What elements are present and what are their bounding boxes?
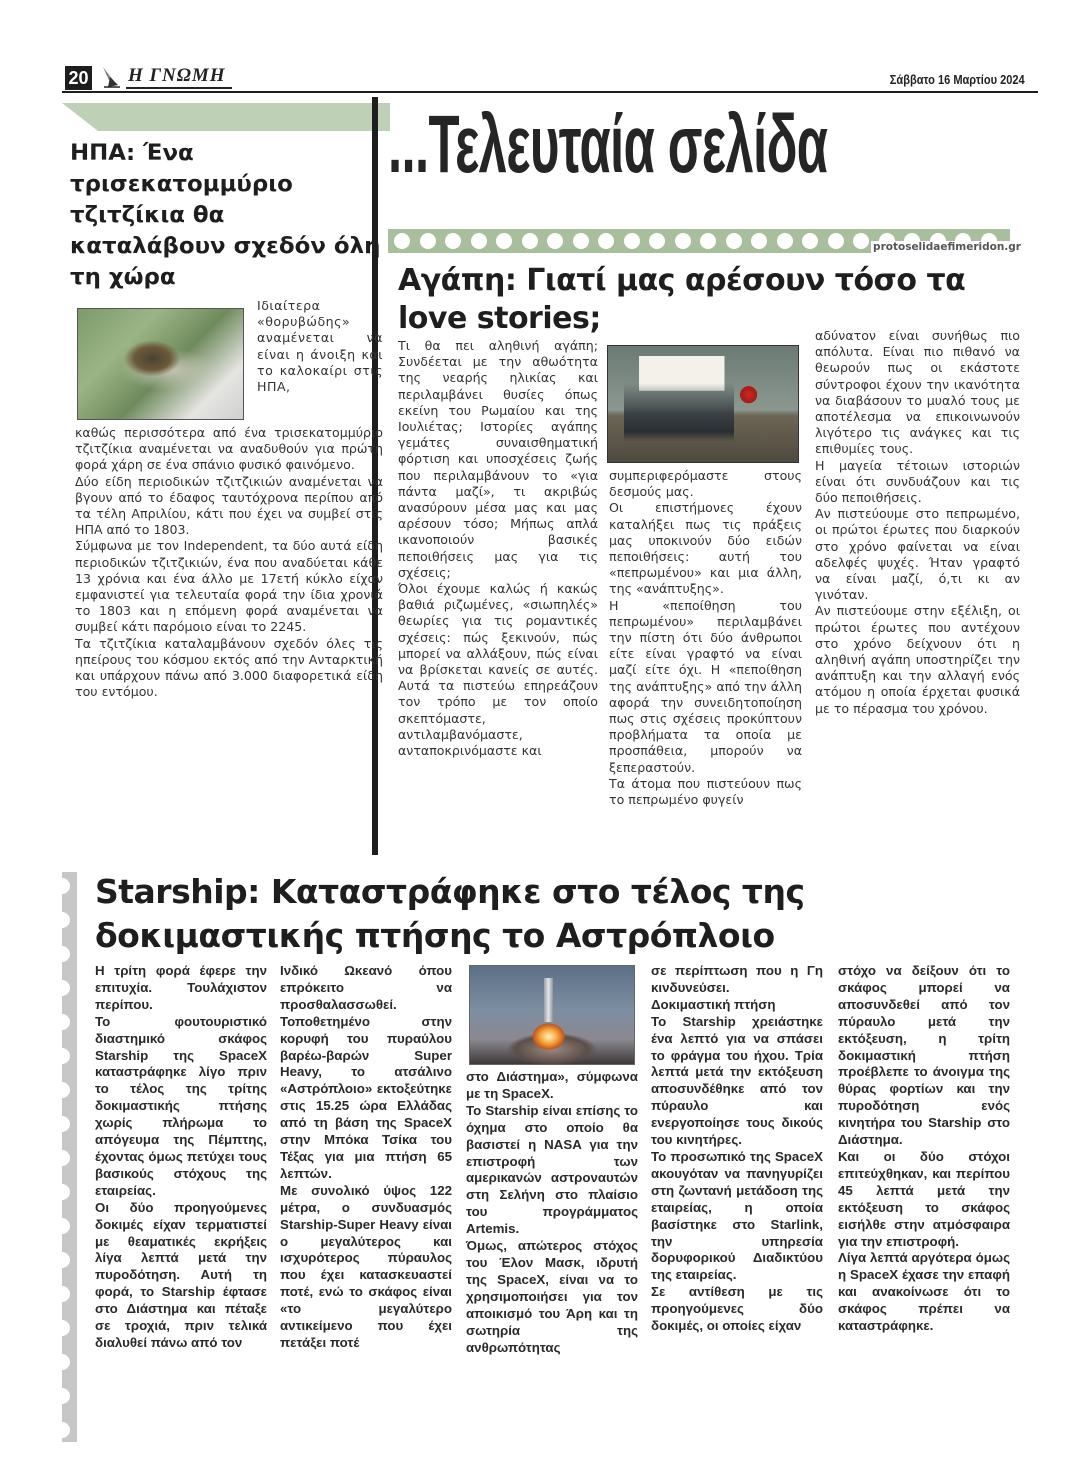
decorative-dot xyxy=(54,1184,70,1200)
decorative-dot xyxy=(54,1320,70,1336)
paragraph: Με συνολικό ύψος 122 μέτρα, ο συνδυασμός Starship-Super Heavy είναι ο μεγαλύτερος και ισχυρότερος πύραυλος που έχει κατασκευαστεί ποτέ, ενώ το σκάφος είναι «το μεγαλύτερο αντικείμενο που έχει πετάξει ποτέ xyxy=(280,1182,452,1350)
decorative-dot xyxy=(54,980,70,996)
paragraph: Η μαγεία τέτοιων ιστοριών είναι ότι συνδυάζουν και τις δύο πεποιθήσεις. xyxy=(815,457,1020,506)
decorative-dot xyxy=(394,233,410,249)
paragraph: Και οι δύο στόχοι επιτεύχθηκαν, και περίπου 45 λεπτά μετά την εκτόξευση το σκάφος εισήλθε στην ατμόσφαιρα για την επιστροφή. xyxy=(838,1148,1010,1249)
decorative-dot xyxy=(853,233,869,249)
love-headline: Αγάπη: Γιατί μας αρέσουν τόσο τα love stories; xyxy=(398,263,966,336)
paragraph: Τα άτομα που πιστεύουν πως το πεπρωμένο φυγείν xyxy=(609,775,802,808)
paragraph: Τοποθετημένο στην κορυφή του πυραύλου βαρέω-βαρών Super Heavy, το ατσάλινο «Αστρόπλοιο» εκτοξεύτηκε στις 15.25 ώρα Ελλάδας από τη βάση της SpaceX στην Μπόκα Τσίκα του Τέξας για μια πτήση 65 λεπτών. xyxy=(280,1013,452,1181)
starship-headline: Starship: Καταστράφηκε στο τέλος της δοκιμαστικής πτήσης το Αστρόπλοιο xyxy=(95,872,805,955)
issue-date: Σάββατο 16 Μαρτίου 2024 xyxy=(890,72,1025,87)
decorative-dot xyxy=(54,1116,70,1132)
decorative-dot xyxy=(54,1388,70,1404)
cicada-body xyxy=(75,425,383,700)
starship-column-2 xyxy=(280,963,452,1352)
decorative-dot xyxy=(522,233,538,249)
starship-side-band xyxy=(62,872,77,1442)
decorative-dot xyxy=(54,1048,70,1064)
decorative-dot xyxy=(573,233,589,249)
decorative-dot xyxy=(700,233,716,249)
paragraph: συμπεριφερόμαστε στους δεσμούς μας. xyxy=(609,468,802,500)
starship-column-4 xyxy=(651,963,823,1335)
subheading: Δοκιμαστική πτήση xyxy=(651,996,776,1012)
left-green-band xyxy=(62,103,390,131)
cicada-photo xyxy=(77,308,244,420)
decorative-dot xyxy=(54,1082,70,1098)
decorative-dot xyxy=(777,233,793,249)
decorative-dot xyxy=(54,878,70,894)
decorative-dot xyxy=(54,912,70,928)
decorative-dot xyxy=(598,233,614,249)
page-number: 20 xyxy=(65,66,92,90)
decorative-dot xyxy=(828,233,844,249)
decorative-dot xyxy=(445,233,461,249)
section-title: ...Τελευταία σελίδα xyxy=(388,99,828,190)
paragraph: Το Starship χρειάστηκε ένα λεπτό για να σπάσει το φράγμα του ήχου. Τρία λεπτά μετά την εκτόξευση αποσυνδέθηκε από τον πύραυλο και ενεργοποίησε τους δικούς του κινητήρες. xyxy=(651,1013,823,1148)
decorative-dot xyxy=(624,233,640,249)
paragraph: Οι δύο προηγούμενες δοκιμές είχαν τερματιστεί με θεαματικές εκρήξεις λίγα λεπτά μετά την πυροδότηση. Αυτή τη φορά, το Starship έφτασε στο Διάστημα και πέταξε σε τροχιά, πριν τελικά διαλυθεί πάνω από τον xyxy=(95,1199,267,1350)
paragraph: Σύμφωνα με τον Independent, τα δύο αυτά είδη περιοδικών τζιτζικιών, ένα που αναδύεται κάθε 13 χρόνια και ένα άλλο με 17ετή κύκλο είχαν εμφανιστεί για τελευταία φορά την ίδια χρονιά το 1803 και η επόμενη φορά αναμένεται να συμβεί κάτι παρόμοιο είναι το 2245. xyxy=(75,538,383,635)
decorative-dot xyxy=(54,1354,70,1370)
decorative-dot xyxy=(726,233,742,249)
paragraph: Οι επιστήμονες έχουν καταλήξει πως τις πράξεις μας υποκινούν δύο ειδών πεποιθήσεις: αυτή του «πεπρωμένου» και μια άλλη, της «ανάπτυξης». xyxy=(609,500,802,597)
paragraph: Ινδικό Ωκεανό όπου επρόκειτο να προσθαλασσωθεί. xyxy=(280,963,452,1012)
decorative-dot xyxy=(496,233,512,249)
love-column-3 xyxy=(815,328,1020,717)
paragraph: Τα τζιτζίκια καταλαμβάνουν σχεδόν όλες τις ηπείρους του κόσμου εκτός από την Ανταρκτική και υπάρχουν πάνω από 3.000 διαφορετικά είδη του εντόμου. xyxy=(75,635,383,700)
paragraph: σε περίπτωση που η Γη κινδυνεύσει. xyxy=(651,963,823,995)
paragraph: στόχο να δείξουν ότι το σκάφος μπορεί να αποσυνδεθεί από τον πύραυλο μετά την εκτόξευση, η τρίτη δοκιμαστική πτήση προέβλεπε το άνοιγμα της θύρας φορτίων και την πυροδότηση ενός κινητήρα του Starship στο Διάστημα. xyxy=(838,963,1010,1148)
paragraph: Όμως, απώτερος στόχος του Έλον Μασκ, ιδρυτή της SpaceX, είναι να το χρησιμοποιήσει για τον αποικισμό του Άρη και τη σωτηρία της ανθρωπότητας xyxy=(466,1238,638,1355)
paragraph: Τι θα πει αληθινή αγάπη; Συνδέεται με την αθωότητα της νεαρής ηλικίας και περιλαμβάνει θυσίες όπως εκείνη του Ρωμαίου και της Ιουλιέτας; Ιστορίες αγάπης γεμάτες συναισθηματική φόρτιση και υποσχέσεις ζωής που περιλαμβάνουν το «για πάντα μαζί», τι ακριβώς ανασύρουν μέσα μας και μας αρέσουν τόσο; Μήπως απλά ικανοποιούν βασικές πεποιθήσεις μας για τις σχέσεις; xyxy=(398,338,598,580)
decorative-dot xyxy=(54,1218,70,1234)
typewriter-photo xyxy=(607,345,799,463)
decorative-dot xyxy=(649,233,665,249)
decorative-dot xyxy=(802,233,818,249)
cicada-intro: Ιδιαίτερα «θορυβώδης» αναμένεται να είναι η άνοιξη και το καλοκαίρι στις ΗΠΑ, xyxy=(257,298,383,395)
newspaper-name: Η ΓΝΩΜΗ xyxy=(126,65,232,89)
decorative-dot xyxy=(54,1286,70,1302)
paragraph: καθώς περισσότερα από ένα τρισεκατομμύριο τζιτζίκια αναμένεται να αναδυθούν για πρώτη φορά χάρη σε ένα σπάνιο φυσικό φαινόμενο. xyxy=(75,425,383,473)
decorative-dot xyxy=(547,233,563,249)
paragraph: Η «πεποίθηση του πεπρωμένου» περιλαμβάνει την πίστη ότι δύο άνθρωποι είτε είναι γραφτό να είναι μαζί είτε όχι. Η «πεποίθηση της ανάπτυξης» από την άλλη αφορά την συνειδητοποίηση πως στις σχέσεις προκύπτουν προβλήματα τα οποία με προσπάθεια, μπορούν να ξεπεραστούν. xyxy=(609,597,802,775)
love-column-2 xyxy=(609,468,802,808)
decorative-dot xyxy=(54,1252,70,1268)
decorative-dot xyxy=(471,233,487,249)
decorative-dot xyxy=(420,233,436,249)
decorative-dot xyxy=(675,233,691,249)
paragraph: Όλοι έχουμε καλώς ή κακώς βαθιά ριζωμένες, «σιωπηλές» θεωρίες για τις ρομαντικές σχέσεις: πώς ξεκινούν, πώς μπορεί να αλλάξουν, πώς είναι να βρίσκεται κανείς σε αυτές. Αυτά τα πιστεύω επηρεάζουν τον τρόπο με τον οποίο σκεπτόμαστε, αντιλαμβανόμαστε, ανταποκρινόμαστε και xyxy=(398,581,598,759)
decorative-dot xyxy=(54,1150,70,1166)
love-column-1 xyxy=(398,338,598,759)
quill-logo-icon xyxy=(100,65,122,89)
cicada-headline: ΗΠΑ: Ένα τρισεκατομμύριο τζιτζίκια θα καταλάβουν σχεδόν όλη τη χώρα xyxy=(70,141,381,290)
paragraph: Το φουτουριστικό διαστημικό σκάφος Starship της SpaceX καταστράφηκε λίγο πριν το τέλος της τρίτης δοκιμαστικής πτήσης χωρίς πλήρωμα το απόγευμα της Πέμπτης, έχοντας όμως πετύχει τους βασικούς στόχους της εταιρείας. xyxy=(95,1013,267,1198)
decorative-dot xyxy=(751,233,767,249)
starship-column-1 xyxy=(95,963,267,1352)
paragraph: στο Διάστημα», σύμφωνα με τη SpaceX. xyxy=(466,1069,638,1101)
paragraph: Το προσωπικό της SpaceX ακουγόταν να πανηγυρίζει στη ζωντανή μετάδοση της εταιρείας, η οποία βασίστηκε στο Starlink, την υπηρεσία δορυφορικού Διαδικτύου της εταιρείας. xyxy=(651,1148,823,1283)
paragraph: Δύο είδη περιοδικών τζιτζικιών αναμένεται να βγουν από το έδαφος ταυτόχρονα περίπου από τα τέλη Απριλίου, κάτι που έχει να συμβεί στις ΗΠΑ από το 1803. xyxy=(75,473,383,538)
site-watermark: protoselidaefimeridon.gr xyxy=(873,241,1021,253)
paragraph: Σε αντίθεση με τις προηγούμενες δύο δοκιμές, οι οποίες είχαν xyxy=(651,1284,823,1334)
starship-column-5 xyxy=(838,963,1010,1335)
paragraph: Αν πιστεύουμε στην εξέλιξη, οι πρώτοι έρωτες που αντέχουν στο χρόνο δείχνουν ότι η αληθινή αγάπη υποστηρίζει την ανάπτυξη και την αλλαγή ενός ατόμου η οποία έρχεται φυσικά με το πέρασμα του χρόνου. xyxy=(815,603,1020,716)
paragraph: Λίγα λεπτά αργότερα όμως η SpaceX έχασε την επαφή και ανακοίνωσε ότι το σκάφος πρέπει να καταστράφηκε. xyxy=(838,1250,1010,1334)
decorative-dot xyxy=(54,1014,70,1030)
decorative-dot xyxy=(54,946,70,962)
decorative-dot xyxy=(54,1422,70,1438)
paragraph: Το Starship είναι επίσης το όχημα στο οποίο θα βασιστεί η NASA για την επιστροφή των αμερικανών αστροναυτών στη Σελήνη στο πλαίσιο του προγράμματος Artemis. xyxy=(466,1102,638,1237)
header-rule xyxy=(62,91,1038,93)
paragraph: Η τρίτη φορά έφερε την επιτυχία. Τουλάχιστον περίπου. xyxy=(95,963,267,1012)
paragraph: Αν πιστεύουμε στο πεπρωμένο, οι πρώτοι έρωτες που διαρκούν στο χρόνο φαίνεται να είναι αδελφές ψυχές. Ήταν γραφτό να είναι μαζί, ό,τι κι αν γινόταν. xyxy=(815,506,1020,603)
starship-column-3 xyxy=(466,1069,638,1356)
paragraph: αδύνατον είναι συνήθως πιο απόλυτα. Είναι πιο πιθανό να θεωρούν πως οι εκάστοτε σύντροφοι έχουν την ικανότητα να διαβάσουν το μυαλό τους με αποτέλεσμα να επικοινωνούν λιγότερο τις ανάγκες και τις επιθυμίες τους. xyxy=(815,328,1020,457)
rocket-shape xyxy=(544,978,553,1022)
masthead xyxy=(100,64,232,90)
